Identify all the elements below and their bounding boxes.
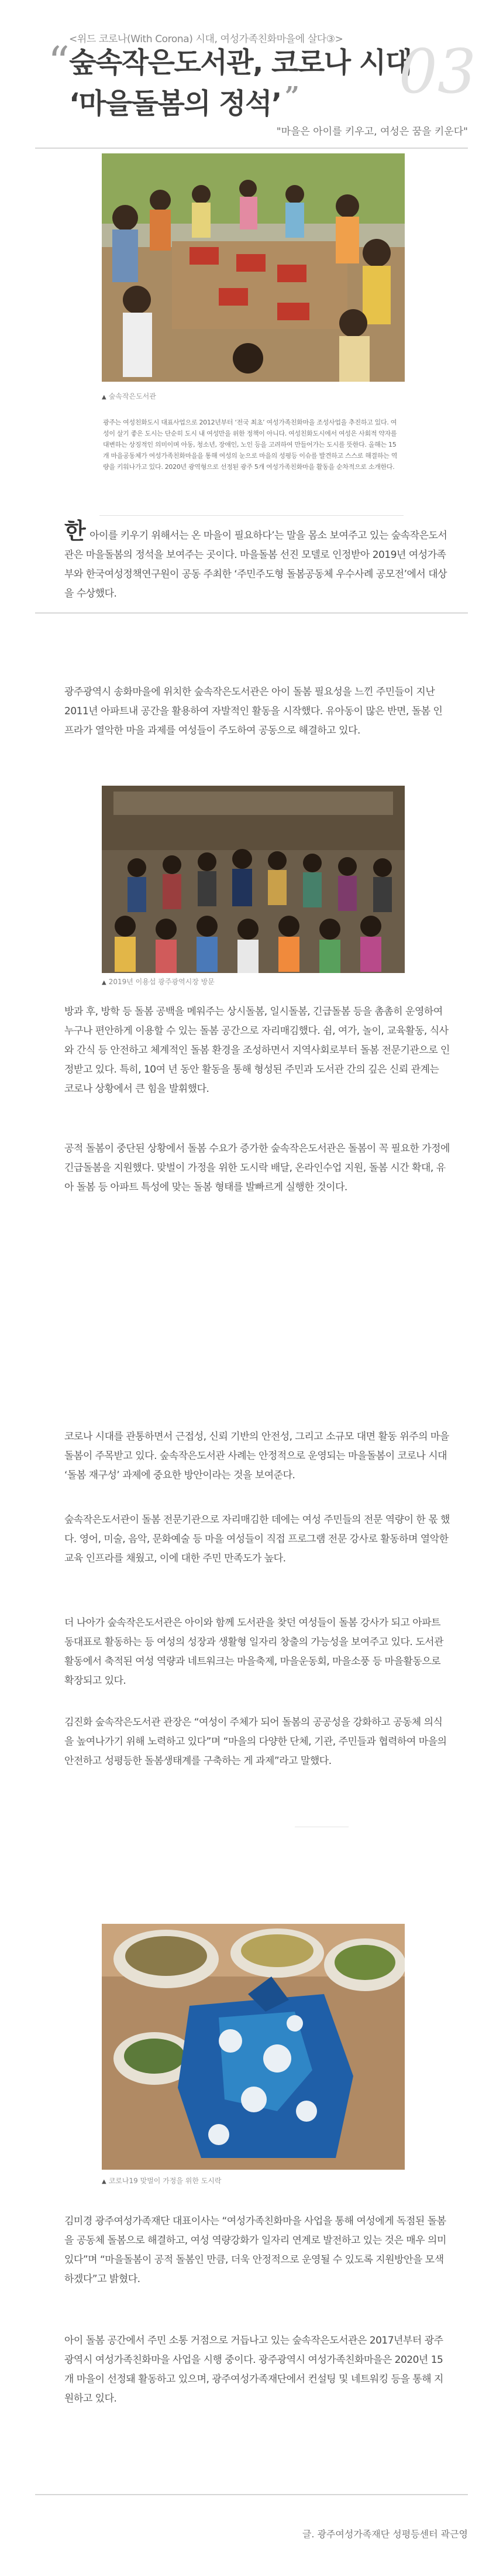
photo-caption-2: [102, 977, 215, 986]
lead-paragraph-text: 아이를 키우기 위해서는 온 마을이 필요하다’는 말을 몸소 보여주고 있는 숲속작은도서관은 마을돌봄의 정석을 보여주는 곳이다. 마을돌봄 선진 모델로 인정받아 2019년 여성가족부와 한국여성정책연구원이 공동 주최한 ‘주민주도형 돌봄공동체 우수사례 공모전’에서 대상을 수상했다.: [64, 530, 447, 600]
drop-cap: 한: [64, 518, 86, 544]
paragraph-10: 아이 돌봄 공간에서 주민 소통 거점으로 거듭나고 있는 숲속작은도서관은 2017년부터 광주광역시 여성가족친화마을 사업을 시행 중이다. 광주광역시 여성가족친화마을은 2020년 15개 마을이 선정돼 활동하고 있으며, 광주여성가족재단에서 컨설팅 및 네트워킹 등을 통해 지원하고 있다.: [64, 2335, 443, 2404]
quote-open-mark: “: [48, 37, 70, 87]
caption-text: 숲속작은도서관: [108, 392, 156, 400]
paragraph-6: 숲속작은도서관이 돌봄 전문기관으로 자리매김한 데에는 여성 주민들의 전문 역량이 한 몫 했다. 영어, 미술, 음악, 문화예술 등 마을 여성들이 직접 프로그램 전문 강사로 활동하며 열악한 교육 인프라를 채웠고, 이에 대한 주민 만족도가 높다.: [64, 1514, 450, 1564]
intro-note: 광주는 여성친화도시 대표사업으로 2012년부터 ‘전국 최초’ 여성가족친화마을 조성사업을 추진하고 있다. 여성이 살기 좋은 도시는 단순히 도시 내 여성만을 위한 정책이 아니다. 여성친화도시에서 여성은 사회적 약자를 대변하는 상징적인 의미이며 아동, 청소년, 장애인, 노인 등을 고려하여 만들어가는 도시를 뜻한다. 올해는 15개 마을공동체가 여성가족친화마을을 통해 여성의 눈으로 마을의 성평등 이슈를 발견하고 스스로 해결하는 역량을 키워나가고 있다. 2020년 광역형으로 선정된 광주 5개 여성가족친화마을 활동을 순차적으로 소개한다.: [103, 419, 398, 471]
quote-close-mark: ”: [284, 81, 299, 111]
footer-divider: [35, 2494, 468, 2495]
header-divider: [35, 148, 468, 149]
paragraph-9: 김미경 광주여성가족재단 대표이사는 “여성가족친화마을 사업을 통해 여성에게 독점된 돌봄을 공동체 돌봄으로 해결하고, 여성 역량강화가 일자리 연계로 발전하고 있는 것은 매우 의미있다”며 “마을돌봄이 공적 돌봄인 만큼, 더욱 안정적으로 운영될 수 있도록 지원방안을 모색하겠다”고 밝혔다.: [64, 2215, 446, 2285]
caption-text: 2019년 이용섭 광주광역시장 방문: [108, 978, 215, 986]
paragraph-3: 방과 후, 방학 등 돌봄 공백을 메워주는 상시돌봄, 일시돌봄, 긴급돌봄 등을 촘촘히 운영하여 누구나 편안하게 이용할 수 있는 돌봄 공간으로 자리매김했다. 쉼, 여가, 놀이, 교육활동, 식사와 간식 등 안전하고 체계적인 돌봄 환경을 조성하면서 지역사회로부터 돌봄 전문기관으로 인정받고 있다. 특히, 10여 년 동안 활동을 통해 형성된 주민과 도서관 간의 깊은 신뢰 관계는 코로나 상황에서 큰 힘을 발휘했다.: [64, 1006, 450, 1095]
title-line-1: 숲속작은도서관, 코로나 시대: [69, 46, 412, 79]
paragraph-2: 광주광역시 송화마을에 위치한 숲속작은도서관은 아이 돌봄 필요성을 느낀 주민들이 지난 2011년 아파트내 공간을 활용하여 자발적인 활동을 시작했다. 유아동이 많은 반면, 돌봄 인프라가 열악한 마을 과제를 여성들이 주도하여 공동으로 해결하고 있다.: [64, 686, 443, 737]
author-credit: 글. 광주여성가족재단 성평등센터 곽근영: [302, 2529, 468, 2540]
article-title: [69, 46, 412, 121]
title-line-2: ‘마을돌봄의 정석’: [69, 87, 281, 120]
lead-paragraph: [64, 518, 450, 604]
series-label: <위드 코로나(With Corona) 시대, 여성가족친화마을에 살다③>: [69, 33, 343, 45]
paragraph-4: 공적 돌봄이 중단된 상황에서 돌봄 수요가 증가한 숲속작은도서관은 돌봄이 꼭 필요한 가정에 긴급돌봄을 지원했다. 맞벌이 가정을 위한 도시락 배달, 온라인수업 지원, 돌봄 시간 확대, 유아 돌봄 등 아파트 특성에 맞는 돌봄 형태를 발빠르게 실행한 것이다.: [64, 1143, 450, 1193]
paragraph-7: 더 나아가 숲속작은도서관은 아이와 함께 도서관을 찾던 여성들이 돌봄 강사가 되고 아파트 동대표로 활동하는 등 여성의 성장과 생활형 일자리 창출의 가능성을 보여주고 있다. 도서관 활동에서 축적된 여성 역량과 네트워크는 마을축제, 마을운동회, 마을소풍 등 마을활동으로 확장되고 있다.: [64, 1617, 443, 1687]
article-subtitle: "마을은 아이를 키우고, 여성은 꿈을 키운다": [276, 126, 468, 138]
caption-marker-icon: ▲: [102, 2178, 106, 2185]
series-number: 03: [398, 36, 476, 107]
paragraph-8: 김진화 숲속작은도서관 관장은 “여성이 주체가 되어 돌봄의 공공성을 강화하고 공동체 의식을 높여나가기 위해 노력하고 있다”며 “마을의 다양한 단체, 기관, 주민들과 협력하여 마을의 안전하고 성평등한 돌봄생태계를 구축하는 게 과제”라고 말했다.: [64, 1717, 447, 1767]
caption-text: 코로나19 맞벌이 가정을 위한 도시락: [108, 2177, 222, 2185]
photo-library-children: [102, 153, 405, 382]
caption-marker-icon: ▲: [102, 394, 106, 400]
photo-lunchbox: [102, 1924, 405, 2170]
paragraph-5: 코로나 시대를 관통하면서 근접성, 신뢰 기반의 안전성, 그리고 소규모 대면 활동 위주의 마을 돌봄이 주목받고 있다. 숲속작은도서관 사례는 안정적으로 운영되는 마을돌봄이 코로나 시대 ‘돌봄 재구성’ 과제에 중요한 방안이라는 것을 보여준다.: [64, 1431, 449, 1481]
section-divider-1: [35, 612, 468, 614]
caption-marker-icon: ▲: [102, 979, 106, 986]
photo-mayor-visit: [102, 786, 405, 973]
note-divider: [99, 515, 404, 516]
photo-caption-3: [102, 2176, 222, 2186]
photo-caption-1: [102, 391, 156, 401]
